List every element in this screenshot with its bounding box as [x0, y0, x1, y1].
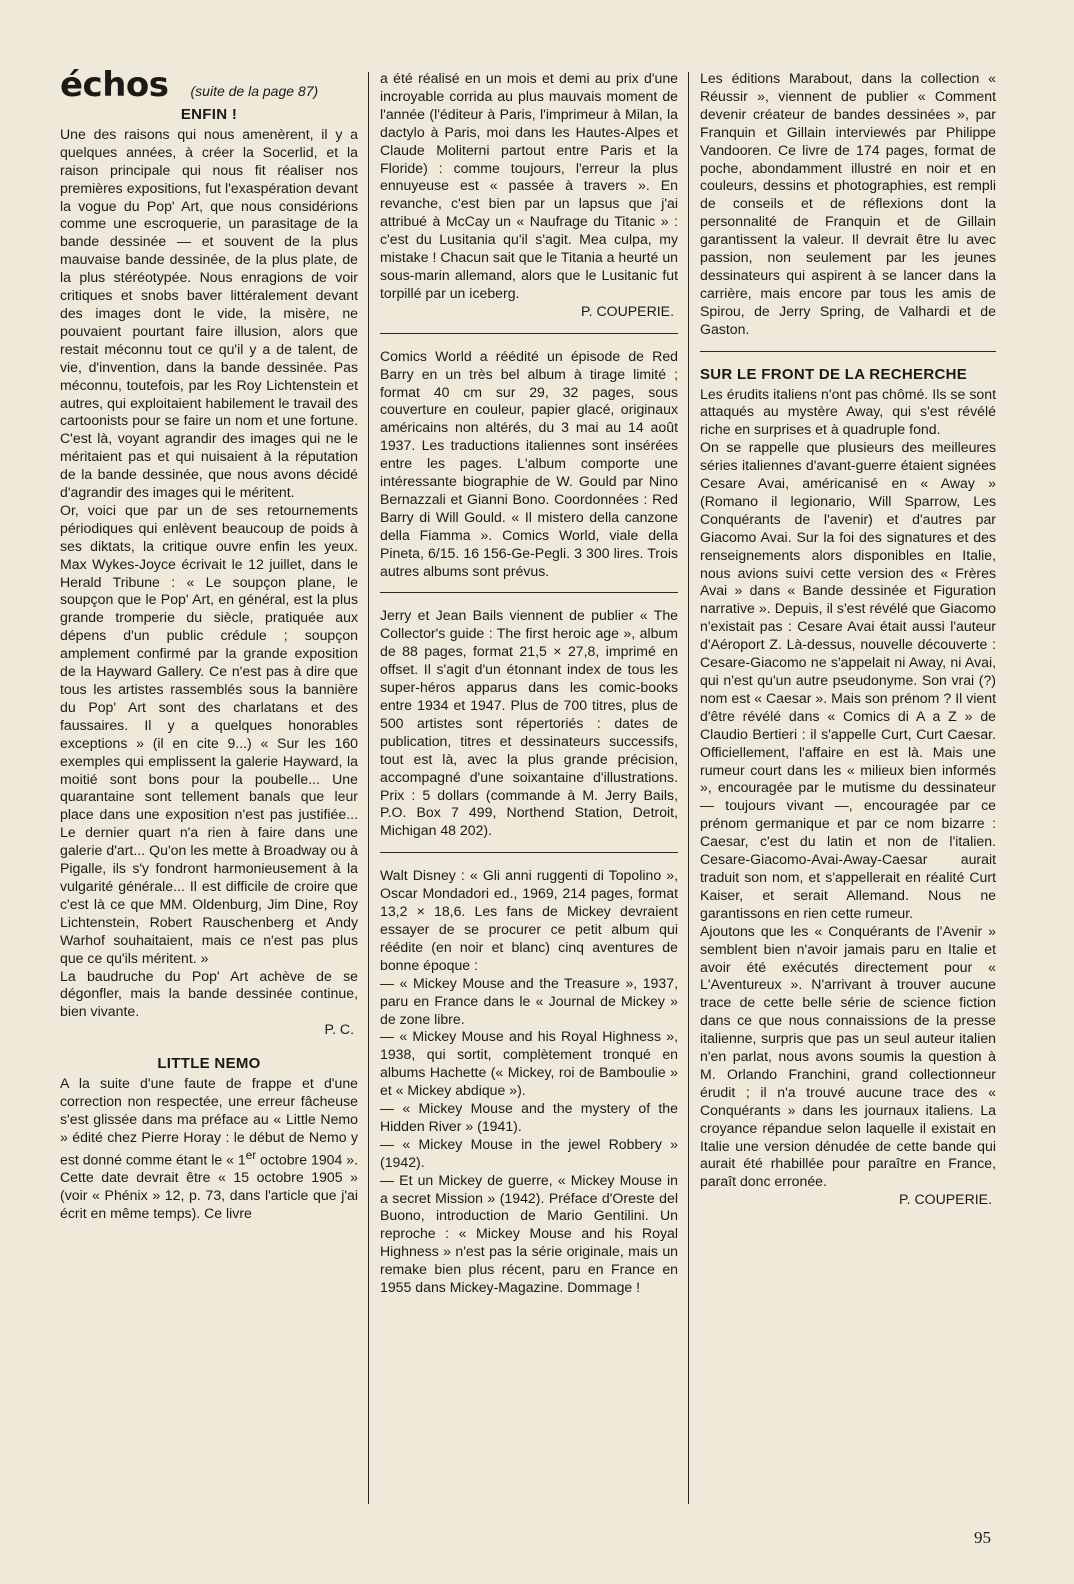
article-paragraph: Les éditions Marabout, dans la collection « Réussir », viennent de publier « Comment devenir créateur de bandes dessinées », par Franquin et Gillain interviewés par Philippe Vandooren. Ce livre de 174 pages, format de poche, abondamment illustré en noir et en couleurs, dessins et photographies, est rempli de conseils et de réflexions dont la personnalité de Franquin et de Gillain garantissent la valeur. Il devrait être lu avec passion, non seulement par les jeunes dessinateurs qui aspirent à se lancer dans la carrière, mais encore par tous les amis de Spirou, de Jerry Spring, de Valhardi et de Gaston. — [700, 70, 996, 337]
heading-front-recherche: SUR LE FRONT DE LA RECHERCHE — [700, 365, 968, 383]
column-1 — [60, 65, 359, 1223]
column-3 — [700, 70, 996, 1209]
article-paragraph: Une des raisons qui nous amenèrent, il y a quelques années, à créer la Socerlid, et la raison principale qui nous fit réaliser nos premières expositions, fut l'exaspération devant la vogue du Pop' Art, que nous considérions comme une escroquerie, un parasitage de la bande dessinée — et souvent de la plus mauvaise bande dessinée, de la plus plate, de la plus stéréotypée. Nous enragions de voir critiques et snobs baver littéralement devant des images dont le vide, la misère, ne pouvaient pourtant faire illusion, alors que restait méconnu tout ce qu'il y a de talent, de vie, d'invention, dans la bande dessinée. Pas méconnu, toutefois, par les Roy Lichtenstein et autres, qui exploitaient habilement le travail des cartoonists pour se faire un nom et une fortune. C'est là, voyant agrandir des images qui ne le méritaient pas et qui nuisaient à la réputation de la bande dessinée, que nous avons décidé d'agrandir des images qui le méritent. — [60, 125, 358, 501]
article-paragraph: a été réalisé en un mois et demi au prix d'une incroyable corrida au plus mauvais moment de l'année (l'éditeur à Paris, l'imprimeur à Milan, la dactylo à Paris, moi dans les Hautes-Alpes et Claude Moliterni partout entre Paris et la Floride) : comme toujours, l'erreur la plus ennuyeuse est « passée à travers ». En revanche, c'est bien par un lapsus que j'ai attribué à McCay un « Naufrage du Titanic » : c'est du Lusitania qu'il s'agit. Mea culpa, my mistake ! Chacun sait que le Titania a heurté un sous-marin allemand, alors que le Lusitanic fut torpillé par un iceberg. — [380, 70, 678, 301]
list-item: — Et un Mickey de guerre, « Mickey Mouse in a secret Mission » (1942). Préface d'Oreste del Buono, introduction de Mario Gentilini. Un reproche : « Mickey Mouse and his Royal Highness » n'est pas la série originale, mais un remake bien plus récent, paru en France en 1955 dans Mickey-Magazine. Dommage ! — [380, 1171, 678, 1296]
masthead — [60, 65, 358, 105]
article-paragraph: Ajoutons que les « Conquérants de l'Avenir » semblent bien n'avoir jamais paru en Italie et avoir été exécutés directement pour « L'Aventureux ». N'arrivant à trouver aucune trace de cette belle série de science fiction dans ce que nous connaissions de la presse italienne, surpris que pas un seul auteur italien n'en parlat, nous avons soumis la question à M. Orlando Franchini, grand collectionneur érudit ; il n'a trouvé aucune trace des « Conquérants » dans les journaux italiens. La croyance répandue selon laquelle il existait en Italie une version dénudée de cette bande qui aurait été rhabillée pour paraître en France, paraît donc erronée. — [700, 922, 996, 1190]
article-paragraph: On se rappelle que plusieurs des meilleures séries italiennes d'avant-guerre étaient signées Cesare Avai, américanisé en « Away » (Romano il legionario, Will Sparrow, Les Conquérants de l'avenir) et d'autres par Giacomo Avai. Sur la foi des signatures et des renseignements alors disponibles en Italie, nous avions suivi cette version des « Frères Avai » dans « Bande dessinée et Figuration narrative ». Depuis, il s'est révélé que Giacomo n'existait pas : Cesare Avai était aussi l'auteur d'Aéroport Z. Là-dessus, nouvelle découverte : Cesare-Giacomo ne s'appelait ni Away, ni Avai, qui n'est qu'un autre pseudonyme. Son vrai (?) nom est « Caesar ». Mais son prénom ? Il vient d'être révélé dans « Comics di A a Z » de Claudio Bertieri : il s'appelle Curt, Curt Caesar. Officiellement, l'affaire en est là. Mais une rumeur court dans les « milieux bien informés », encouragée par le mutisme du dessinateur — toujours vivant —, encouragée par ce prénom germanique et par ce nom bizarre : Caesar, c'est du latin et non de l'italien. Cesare-Giacomo-Avai-Away-Caesar aurait traduit son nom, et s'appellerait en réalité Curt Kaiser, et serait Allemand. Nous ne garantissons en rien cette rumeur. — [700, 439, 996, 921]
separator — [700, 351, 996, 352]
text-run: A la suite d'une faute de frappe et d'une correction non respectée, une erreur fâcheuse s'est glissée dans ma préface au « Little Nemo » édité chez Pierre Horay : le début de Nemo y est donné comme étant le « 1 — [60, 1075, 358, 1168]
page-number: 95 — [974, 1528, 991, 1547]
article-paragraph: La baudruche du Pop' Art achève de se dégonfler, mais la bande dessinée continue, bien vivante. — [60, 967, 358, 1020]
article-paragraph: Or, voici que par un de ses retournements périodiques qui enlèvent beaucoup de poids à ses diktats, la critique ouvre enfin les yeux. Max Wykes-Joyce écrivait le 12 juillet, dans le Herald Tribune : « Le soupçon plane, le soupçon que le Pop' Art, en général, est la plus grande tromperie du siècle, pratiquée aux dépens d'un public crédule ; soupçon amplement confirmé par la grande exposition de la Hayward Gallery. Ce n'est pas à dire que tous les artistes rassemblés sous la bannière du Pop' Art sont des charlatans et des faussaires. Il y a quelques honorables exceptions » (il en cite 9...) « Sur les 160 exemples qui emplissent la galerie Hayward, la moitié sont bons pour la poubelle... Une quarantaine sont tellement banals que leur place dans une exposition n'est pas justifiée... Le dernier quart n'a rien à faire dans une galerie d'art... Qu'on les mette à Broadway ou à Pigalle, ils s'y fondront harmonieusement à la vulgarité générale... Il est difficile de croire que c'est là ce que MM. Oldenburg, Jim Dine, Roy Lichtenstein, Robert Rauschenberg et Andy Warhof souhaitaient, mais ce n'est pas plus que ce qu'ils méritent. » — [60, 501, 358, 966]
column-rule-left — [368, 72, 369, 1504]
heading-enfin: ENFIN ! — [180, 106, 238, 123]
separator — [380, 592, 678, 593]
signature: P. COUPERIE. — [581, 302, 674, 319]
continuation-note: (suite de la page 87) — [190, 83, 319, 99]
superscript: er — [245, 1148, 257, 1162]
article-paragraph: Comics World a réédité un épisode de Red Barry en un très bel album à tirage limité ; format 40 cm sur 29, 32 pages, sous couverture en couleur, papier glacé, originaux américains non altérés, du 3 mai au 14 août 1937. Les traductions italiennes sont insérées entre les pages. L'album comporte une intéressante biographie de W. Gould par Nino Bernazzali et Gianni Bono. Coordonnées : Red Barry di Will Gould. « Il mistero della canzone della Fiamma ». Comics World, viale della Pineta, 6/15. 16 156-Ge-Pegli. 3 300 lires. Trois autres albums sont prévus. — [380, 347, 678, 579]
signature: P. COUPERIE. — [899, 1191, 992, 1208]
article-paragraph: Jerry et Jean Bails viennent de publier « The Collector's guide : The first heroic age », album de 88 pages, format 21,5 × 27,8, imprimé en offset. Il s'agit d'un étonnant index de tous les super-héros apparus dans les comic-books entre 1934 et 1947. Plus de 700 titres, plus de 500 artistes sont répertoriés : dates de publication, titres et dessinateurs successifs, tout est là, avec la plus grande précision, accompagné d'une soixantaine d'illustrations. Prix : 5 dollars (commande à M. Jerry Bails, P.O. Box 7 499, Northend Station, Detroit, Michigan 48 202). — [380, 607, 678, 839]
article-paragraph — [60, 1075, 358, 1223]
separator — [380, 333, 678, 334]
list-item: — « Mickey Mouse and the Treasure », 1937, paru en France dans le « Journal de Mickey » de zone libre. — [380, 974, 678, 1027]
article-paragraph: Walt Disney : « Gli anni ruggenti di Topolino », Oscar Mondadori ed., 1969, 214 pages, format 13,2 × 18,6. Les fans de Mickey devraient essayer de se procurer ce petit album qui réédite (en noir et blanc) cinq aventures de bonne époque : — [380, 867, 678, 973]
heading-little-nemo: LITTLE NEMO — [157, 1055, 261, 1073]
article-paragraph: Les érudits italiens n'ont pas chômé. Ils se sont attaqués au mystère Away, qui s'est révélé riche en surprises et à quadruple fond. — [700, 385, 996, 438]
spacer — [60, 1039, 358, 1055]
separator — [380, 852, 678, 853]
text-run: octobre 1904 ». Cette date devrait être « 15 octobre 1905 » (voir « Phénix » 12, p. 73, dans l'article que j'ai écrit en même temps). Ce livre — [60, 1151, 359, 1222]
column-rule-right — [688, 72, 689, 1504]
signature: P. C. — [324, 1021, 354, 1038]
section-title: échos — [60, 65, 169, 105]
list-item: — « Mickey Mouse and the mystery of the Hidden River » (1941). — [380, 1100, 678, 1134]
list-item: — « Mickey Mouse and his Royal Highness », 1938, qui sortit, complètement tronqué en albums Hachette (« Mickey, roi de Bamboulie » et « Mickey abdique »). — [380, 1028, 678, 1099]
list-item: — « Mickey Mouse in the jewel Robbery » (1942). — [380, 1135, 678, 1170]
column-2 — [380, 70, 678, 1297]
